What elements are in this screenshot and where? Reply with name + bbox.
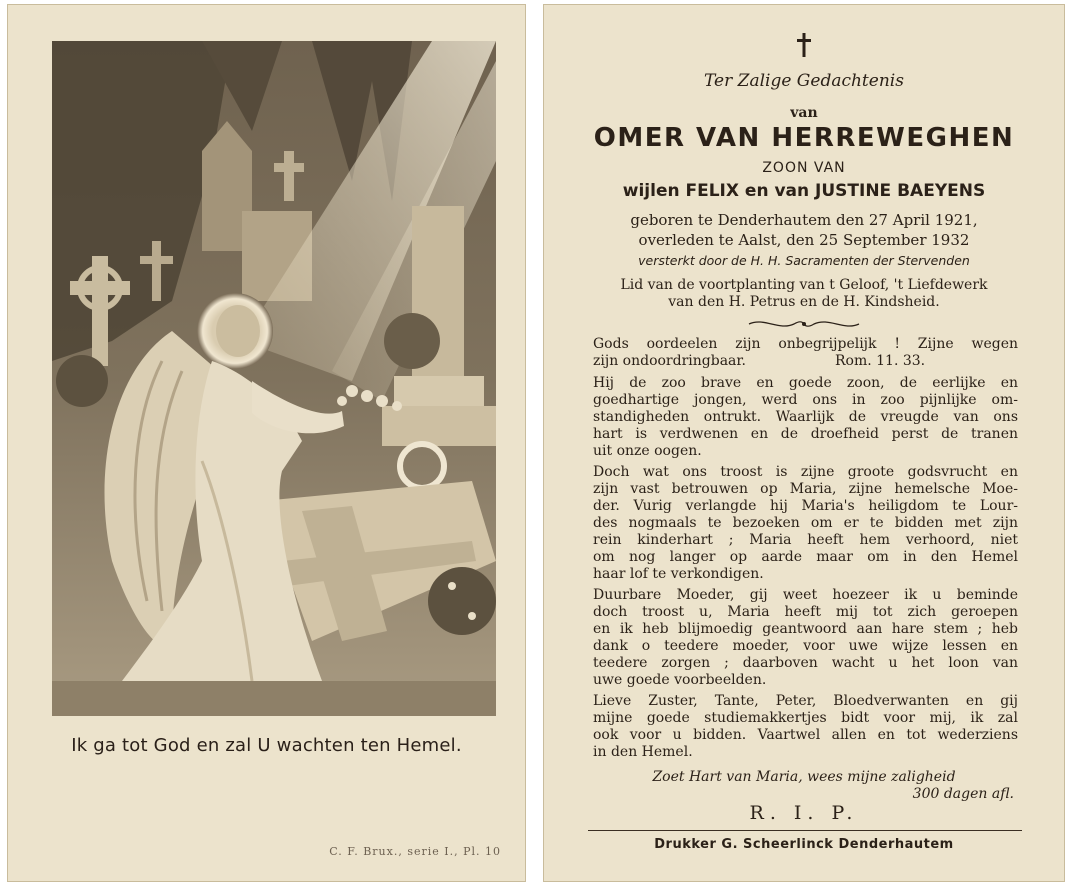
angel-picture bbox=[52, 41, 496, 716]
indulgence-line: 300 dagen afl. bbox=[912, 786, 1014, 802]
birth-line: geboren te Denderhautem den 27 April 1921, bbox=[630, 211, 978, 229]
divider bbox=[588, 830, 1022, 831]
kneeling-angel-at-grave-icon bbox=[52, 41, 496, 716]
paragraph-5-line-3: ook voor u bidden. Vaartwel allen en tot wederziens bbox=[593, 727, 1018, 743]
scroll-ornament-icon bbox=[744, 317, 864, 331]
paragraph-2-line-3: standigheden ontrukt. Waarlijk de vreugde van ons bbox=[593, 409, 1018, 425]
paragraph-3-line-6: om nog langer op aarde maar om in den Hemel bbox=[593, 549, 1018, 565]
paragraph-2-line-5: uit onze oogen. bbox=[593, 443, 702, 459]
paragraph-3-line-1: Doch wat ons troost is zijne groote godsvrucht en bbox=[593, 464, 1018, 480]
printer-credit: Drukker G. Scheerlinck Denderhautem bbox=[654, 837, 954, 852]
paragraph-4-line-6: uwe goede voorbeelden. bbox=[593, 672, 767, 688]
paragraph-2-line-1: Hij de zoo brave en goede zoon, de eerlijke en bbox=[593, 375, 1018, 391]
deceased-name: OMER VAN HERREWEGHEN bbox=[593, 123, 1015, 153]
prayer-line: Zoet Hart van Maria, wees mijne zaligheid bbox=[652, 769, 956, 785]
card-caption: Ik ga tot God en zal U wachten ten Hemel. bbox=[71, 735, 462, 756]
paragraph-3-line-7: haar lof te verkondigen. bbox=[593, 566, 764, 582]
paragraph-4-line-1: Duurbare Moeder, gij weet hoezeer ik u beminde bbox=[593, 587, 1018, 603]
paragraph-3-line-2: zijn vast betrouwen op Maria, zijne hemelsche Moe- bbox=[593, 481, 1018, 497]
memorial-card-front bbox=[7, 4, 526, 882]
paragraph-3-line-4: des nogmaals te bezoeken om er te bidden met zijn bbox=[593, 515, 1018, 531]
parents-line: wijlen FELIX en van JUSTINE BAEYENS bbox=[622, 181, 986, 201]
paragraph-1-line-1: Gods oordeelen zijn onbegrijpelijk ! Zijne wegen bbox=[593, 336, 1018, 352]
paragraph-3-line-3: der. Vurig verlangde hij Maria's heiligdom te Lour- bbox=[593, 498, 1018, 514]
latin-cross-icon bbox=[795, 33, 813, 57]
memorial-card-text bbox=[543, 4, 1065, 882]
death-line: overleden te Aalst, den 25 September 1932 bbox=[638, 231, 970, 249]
son-of-label: ZOON VAN bbox=[762, 160, 846, 176]
paragraph-4-line-3: en ik heb blijmoedig geantwoord aan hare stem ; heb bbox=[593, 621, 1018, 637]
paragraph-2-line-4: hart is verdwenen en de droefheid perst de tranen bbox=[593, 426, 1018, 442]
paragraph-5-line-2: mijne goede studiemakkertjes bidt voor mij, ik zal bbox=[593, 710, 1018, 726]
rip-text: R. I. P. bbox=[749, 802, 859, 824]
sacraments-line: versterkt door de H. H. Sacramenten der Stervenden bbox=[638, 253, 970, 268]
paragraph-4-line-4: dank o teedere moeder, voor uwe wijze lessen en bbox=[593, 638, 1018, 654]
membership-line-1: Lid van de voortplanting van t Geloof, 't Liefdewerk bbox=[620, 277, 988, 293]
heading: Ter Zalige Gedachtenis bbox=[704, 71, 904, 91]
paragraph-5-line-4: in den Hemel. bbox=[593, 744, 693, 760]
paragraph-4-line-5: teedere zorgen ; daarboven wacht u het loon van bbox=[593, 655, 1018, 671]
paragraph-3-line-5: rein kinderhart ; Maria heeft hem verhoord, niet bbox=[593, 532, 1018, 548]
van-label: van bbox=[790, 105, 818, 121]
paragraph-2-line-2: goedhartige jongen, werd ons in zoo pijnlijke om- bbox=[593, 392, 1018, 408]
membership-line-2: van den H. Petrus en de H. Kindsheid. bbox=[668, 294, 940, 310]
paragraph-1-line-2: zijn ondoordringbaar. Rom. 11. 33. bbox=[593, 353, 926, 369]
publisher-credit: C. F. Brux., serie I., Pl. 10 bbox=[329, 845, 501, 858]
paragraph-4-line-2: doch troost u, Maria heeft mij tot zich geroepen bbox=[593, 604, 1018, 620]
paragraph-5-line-1: Lieve Zuster, Tante, Peter, Bloedverwanten en gij bbox=[593, 693, 1018, 709]
